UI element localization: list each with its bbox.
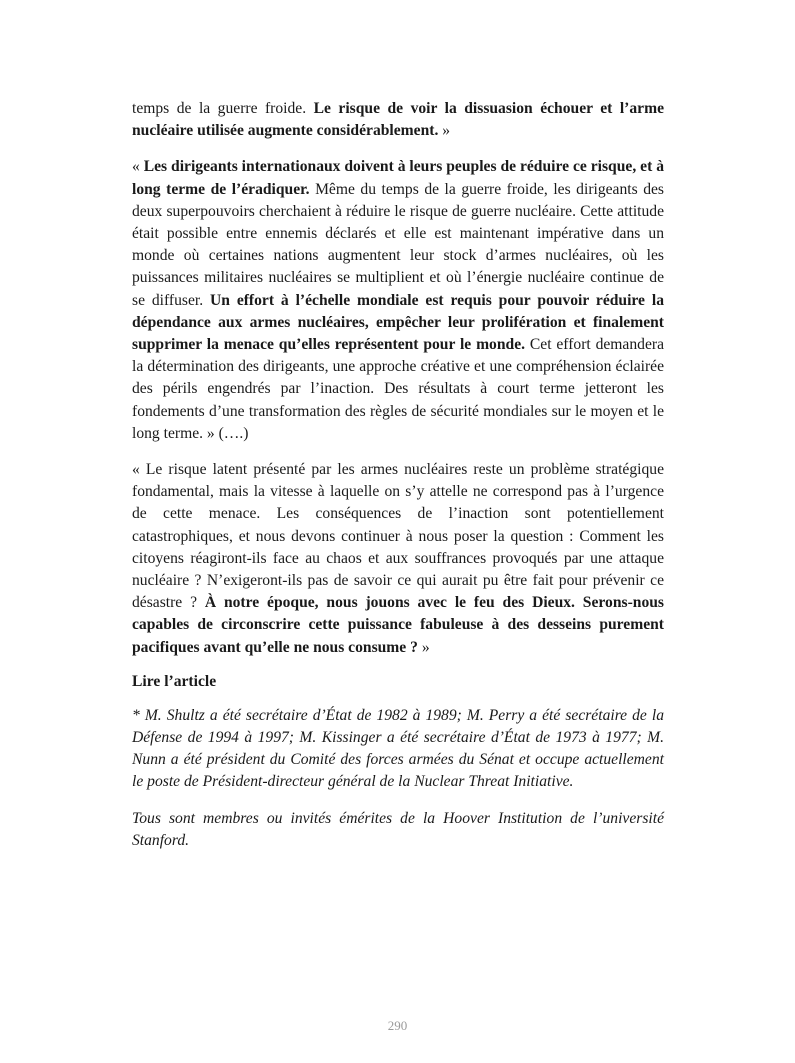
footnote-authors: * M. Shultz a été secrétaire d’État de 1982 à 1989; M. Perry a été secrétaire de la Défense de 1994 à 1997; M. Kissinger a été secrétaire d’État de 1973 à 1977; M. Nunn a été président du Comité des forces armées du Sénat et occupe actuellement le poste de Président-directeur général de la Nuclear Threat Initiative.: [132, 706, 664, 791]
paragraph-3-text: « Le risque latent présenté par les armes nucléaires reste un problème stratégique fondamental, mais la vitesse à laquelle on s’y attelle ne correspond pas à l’urgence de cette menace. Les conséquences de l’inaction sont potentiellement catastrophiques, et nous devons continuer à nous poser la question : Comment les citoyens réagiront-ils face au chaos et aux souffrances provoqués par une attaque nucléaire ? N’exigeront-ils pas de savoir ce qui aurait pu être fait pour prévenir ce désastre ?: [132, 461, 664, 612]
paragraph-3-close-quote: »: [417, 638, 430, 656]
paragraph-2-text-1: Même du temps de la guerre froide, les dirigeants des deux superpouvoirs cherchaient à réduire le risque de guerre nucléaire. Cette attitude était possible entre ennemis déclarés et elle est maintenant impérative dans un monde où certaines nations augmentent leur stock d’armes nucléaires, où les puissances militaires nucléaires se multiplient et où l’énergie nucléaire continue de se diffuser.: [132, 180, 664, 309]
paragraph-2-bold-1: Les dirigeants internationaux doivent à leurs peuples de réduire ce risque, et à long terme de l’éradiquer.: [132, 158, 664, 198]
read-article-link[interactable]: Lire l’article: [132, 672, 217, 690]
paragraph-2-bold-2: Un effort à l’échelle mondiale est requis pour pouvoir réduire la dépendance aux armes nucléaires, empêcher leur prolifération et finalement supprimer la menace qu’elles représentent pour le monde.: [132, 291, 664, 354]
paragraph-2: [132, 156, 664, 445]
footnote-hoover: Tous sont membres ou invités émérites de la Hoover Institution de l’université Stanford.: [132, 809, 664, 849]
paragraph-2-text-2: Cet effort demandera la détermination des dirigeants, une approche créative et une compréhension éclairée des périls engendrés par l’inaction. Des résultats à court terme jetteront les fondements d’une transformation des règles de sécurité mondiales sur le moyen et le long terme. » (….): [132, 336, 664, 442]
paragraph-3: [132, 459, 664, 659]
paragraph-1-close-quote: »: [438, 122, 451, 140]
page-body: [132, 98, 664, 866]
paragraph-1-text: temps de la guerre froide.: [132, 100, 314, 117]
page-number: 290: [387, 1018, 408, 1033]
paragraph-1: [132, 98, 664, 142]
paragraph-2-open-quote: «: [132, 158, 144, 176]
paragraph-3-bold: À notre époque, nous jouons avec le feu des Dieux. Serons-nous capables de circonscrire cette puissance fabuleuse à des desseins purement pacifiques avant qu’elle ne nous consume ?: [132, 594, 664, 656]
paragraph-1-bold: Le risque de voir la dissuasion échouer et l’arme nucléaire utilisée augmente considérablement.: [132, 100, 664, 140]
